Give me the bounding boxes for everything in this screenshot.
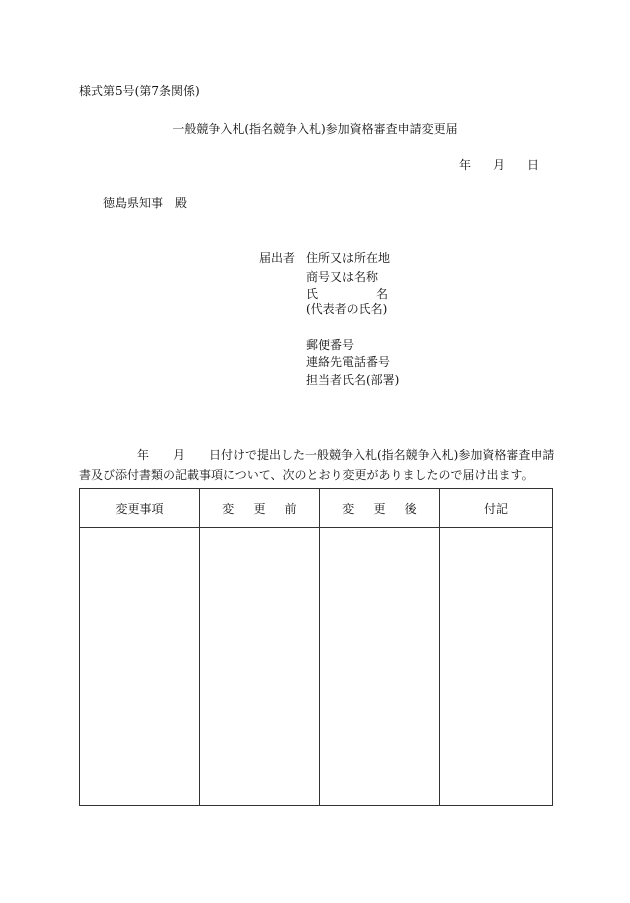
statement-line-1: 年 月 日付けで提出した一般競争入札(指名競争入札)参加資格審査申請 [137, 448, 555, 462]
form-number: 様式第5号(第7条関係) [79, 84, 200, 98]
cell-before[interactable] [200, 528, 320, 806]
representative-label: (代表者の氏名) [306, 302, 388, 316]
date-year: 年 [459, 158, 472, 172]
header-change-item: 変更事項 [80, 489, 200, 528]
header-after-text: 変更後 [342, 501, 436, 516]
reporter-label: 届出者 [259, 251, 296, 265]
header-after [320, 489, 440, 528]
postal-code-label: 郵便番号 [306, 338, 355, 352]
date-day: 日 [527, 158, 540, 172]
header-before [200, 489, 320, 528]
table-header-row [80, 489, 553, 528]
address-label: 住所又は所在地 [306, 251, 391, 265]
header-before-text: 変更前 [222, 501, 316, 516]
cell-change-item[interactable] [80, 528, 200, 806]
document-title: 一般競争入札(指名競争入札)参加資格審査申請変更届 [172, 122, 458, 136]
addressee: 徳島県知事 殿 [103, 196, 188, 210]
cell-notes[interactable] [440, 528, 553, 806]
cell-after[interactable] [320, 528, 440, 806]
date-line [459, 156, 539, 173]
name-label-right: 名 [375, 287, 388, 301]
trade-name-label: 商号又は名称 [306, 270, 379, 284]
contact-person-label: 担当者氏名(部署) [306, 373, 400, 387]
header-notes: 付記 [440, 489, 553, 528]
phone-label: 連絡先電話番号 [306, 355, 391, 369]
changes-table [79, 488, 553, 806]
name-label-left: 氏 [306, 287, 319, 301]
table-row [80, 528, 553, 806]
date-month: 月 [493, 158, 506, 172]
statement-line-2: 書及び添付書類の記載事項について、次のとおり変更がありましたので届け出ます。 [79, 468, 534, 482]
